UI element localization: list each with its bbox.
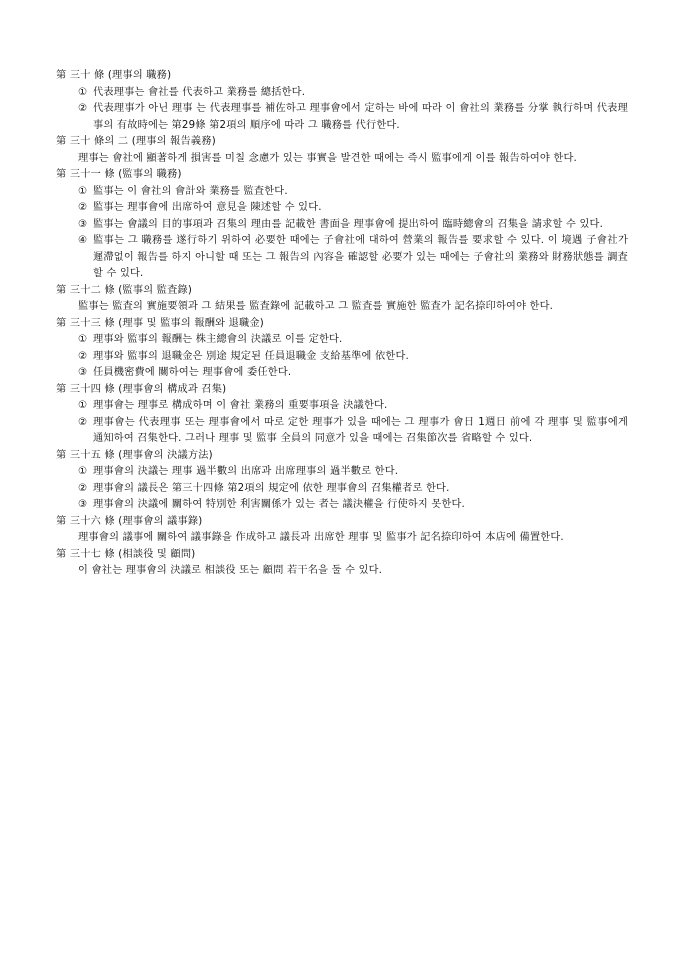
- item-text: 代表理事가 아닌 理事 는 代表理事를 補佐하고 理事會에서 定하는 바에 따라 이 會社의 業務를 分掌 執行하며 代表理事의 有故時에는 第29條 第2項의 順序에 따라 그 職務를 代行한다.: [93, 103, 628, 131]
- item-text: 理事會의 議長은 第三十四條 第2項의 規定에 依한 理事會의 召集權者로 한다.: [93, 482, 450, 494]
- article-item: [56, 332, 628, 349]
- article-37: [56, 547, 628, 580]
- article-item: [56, 200, 628, 217]
- item-text: 監事는 會議의 目的事項과 召集의 理由를 記載한 書面을 理事會에 提出하여 臨時總會의 召集을 請求할 수 있다.: [93, 218, 604, 230]
- item-text: 監事는 理事會에 出席하여 意見을 陳述할 수 있다.: [93, 202, 322, 214]
- article-heading: 第 三十四 條 (理事會의 構成과 召集): [56, 383, 227, 395]
- item-text: 理事會의 決議는 理事 過半數의 出席과 出席理事의 過半數로 한다.: [93, 466, 399, 478]
- article-item: [56, 415, 628, 448]
- item-marker: ①: [78, 334, 88, 346]
- item-text: 任員機密費에 關하여는 理事會에 委任한다.: [93, 367, 292, 379]
- item-marker: ①: [78, 400, 88, 412]
- article-item: [56, 85, 628, 102]
- article-heading: 第 三十 條의 二 (理事의 報告義務): [56, 136, 216, 148]
- article-36: [56, 514, 628, 547]
- article-heading: 第 三十六 條 (理事會의 議事錄): [56, 515, 203, 527]
- item-text: 監事는 이 會社의 會計와 業務를 監査한다.: [93, 185, 288, 197]
- article-heading: 第 三十二 條 (監事의 監査錄): [56, 284, 193, 296]
- document-body: [56, 68, 628, 580]
- article-item: [56, 497, 628, 514]
- item-text: 代表理事는 會社를 代表하고 業務를 總括한다.: [93, 86, 306, 98]
- item-marker: ②: [78, 202, 88, 214]
- item-marker: ①: [78, 466, 88, 478]
- article-heading: 第 三十三 條 (理事 및 監事의 報酬와 退職金): [56, 317, 264, 329]
- article-paragraph: 監事는 監査의 實施要領과 그 結果를 監査錄에 記載하고 그 監査를 實施한 監査가 記名捺印하여야 한다.: [78, 301, 554, 313]
- article-item: [56, 217, 628, 234]
- article-heading: 第 三十一 條 (監事의 職務): [56, 169, 182, 181]
- item-marker: ②: [78, 350, 88, 362]
- item-text: 理事會는 代表理事 또는 理事會에서 따로 定한 理事가 있을 때에는 그 理事가 會日 1週日 前에 각 理事 및 監事에게 通知하여 召集한다. 그러나 理事 및 監事 全員의 同意가 있을 때에는 召集節次를 省略할 수 있다.: [93, 416, 628, 445]
- article-heading: 第 三十 條 (理事의 職務): [56, 70, 172, 81]
- article-31: [56, 167, 628, 283]
- article-30: [56, 68, 628, 134]
- article-35: [56, 448, 628, 514]
- item-text: 理事會는 理事로 構成하며 이 會社 業務의 重要事項을 決議한다.: [93, 400, 388, 412]
- item-text: 監事는 그 職務를 遂行하기 위하여 必要한 때에는 子會社에 대하여 營業의 報告를 要求할 수 있다. 이 境遇 子會社가 遲滯없이 報告를 하지 아니할 때 또는 그 報告의 內容을 確認할 必要가 있는 때에는 子會社의 業務와 財務狀態를 調査할 수 있다.: [93, 235, 628, 280]
- article-item: [56, 184, 628, 201]
- item-marker: ③: [78, 218, 88, 230]
- item-marker: ②: [78, 482, 88, 494]
- item-marker: ①: [78, 86, 88, 98]
- item-text: 理事와 監事의 報酬는 株主總會의 決議로 이를 定한다.: [93, 334, 343, 346]
- item-marker: ③: [78, 499, 88, 511]
- item-marker: ③: [78, 367, 88, 379]
- item-marker: ②: [78, 103, 88, 115]
- item-marker: ②: [78, 416, 88, 428]
- article-heading: 第 三十五 條 (理事會의 決議方法): [56, 449, 213, 461]
- article-paragraph: 이 會社는 理事會의 決議로 相談役 또는 顧問 若干名을 둘 수 있다.: [78, 565, 383, 577]
- article-heading: 第 三十七 條 (相談役 및 顧問): [56, 548, 196, 560]
- article-paragraph: 理事會의 議事에 關하여 議事錄을 作成하고 議長과 出席한 理事 및 監事가 記名捺印하여 本店에 備置한다.: [78, 532, 564, 544]
- article-item: [56, 398, 628, 415]
- item-text: 理事와 監事의 退職金은 別途 規定된 任員退職金 支給基準에 依한다.: [93, 350, 409, 362]
- article-32: [56, 283, 628, 316]
- article-item: [56, 349, 628, 366]
- article-item: [56, 233, 628, 283]
- article-item: [56, 464, 628, 481]
- article-item: [56, 365, 628, 382]
- item-marker: ④: [78, 235, 88, 247]
- article-30-2: [56, 134, 628, 167]
- item-text: 理事會의 決議에 關하여 特別한 利害關係가 있는 者는 議決權을 行使하지 못한다.: [93, 499, 465, 511]
- article-33: [56, 316, 628, 382]
- article-item: [56, 481, 628, 498]
- article-34: [56, 382, 628, 448]
- article-paragraph: 理事는 會社에 顯著하게 損害를 미칠 念慮가 있는 事實을 발견한 때에는 즉시 監事에게 이를 報告하여야 한다.: [78, 152, 577, 164]
- article-item: [56, 101, 628, 134]
- item-marker: ①: [78, 185, 88, 197]
